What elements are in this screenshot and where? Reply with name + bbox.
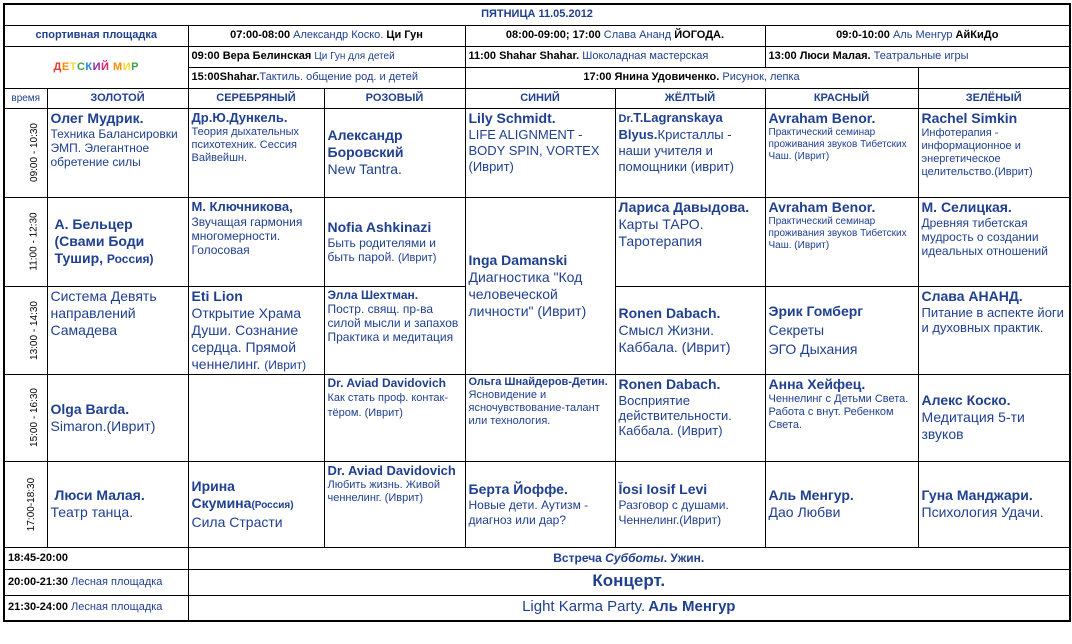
session-rose-4: Dr. Aviad Davidovich Как стать проф. контак-тёром. (Иврит) — [324, 374, 465, 461]
column-header-silver: СЕРЕБРЯНЫЙ — [188, 88, 324, 108]
session-gold-5: Люси Малая. Театр танца. — [47, 461, 188, 547]
sport-slot-3: 09:0-10:00 Аль Менгур АйКиДо — [765, 25, 1070, 46]
session-green-2: М. Селицкая. Древняя тибетская мудрость о создании идеальных отношений — [918, 197, 1070, 286]
sport-area-label: спортивная площадка — [4, 25, 188, 46]
session-silver-1: Др.Ю.Дункель. Теория дыхательных психотехник. Сессия Вайвейшн. — [188, 108, 324, 197]
session-yellow-2: Лариса Давыдова. Карты ТАРО. Таротерапия — [615, 197, 765, 286]
kids-slot-3: 13:00 Люси Малая. Театральные игры — [765, 46, 1070, 67]
session-yellow-4: Ronen Dabach. Восприятие действительности. Каббала. (Иврит) — [615, 374, 765, 461]
session-gold-4: Olga Barda. Simaron.(Иврит) — [47, 374, 188, 461]
session-silver-5: Ирина Скумина(Россия) Сила Страсти — [188, 461, 324, 547]
sport-slot-2: 08:00-09:00; 17:00 Слава Ананд ЙОГОДА. — [465, 25, 765, 46]
column-header-red: КРАСНЫЙ — [765, 88, 918, 108]
session-yellow-5: Ĭosi Iosif Levi Разговор с душами. Ченнелинг.(Иврит) — [615, 461, 765, 547]
session-yellow-3: Ronen Dabach. Смысл Жизни. Каббала. (Иврит) — [615, 286, 765, 374]
time-slot-5: 17:00-18:30 — [4, 461, 47, 547]
kids-slot-2: 11:00 Shahar Shahar. Шоколадная мастерская — [465, 46, 765, 67]
kids-slot-5: 17:00 Янина Удовиченко. Рисунок, лепка — [465, 67, 918, 88]
evening-slot-2-time: 20:00-21:30 Лесная площадка — [4, 569, 188, 595]
column-header-rose: РОЗОВЫЙ — [324, 88, 465, 108]
session-red-1: Avraham Benor. Практический семинар проживания звуков Тибетских Чаш. (Иврит) — [765, 108, 918, 197]
session-gold-2: А. Бельцер (Свами Боди Тушир, Россия) — [47, 197, 188, 286]
session-green-4: Алекс Коско. Медитация 5-ти звуков — [918, 374, 1070, 461]
kids-slot-empty — [918, 67, 1070, 88]
column-header-green: ЗЕЛЁНЫЙ — [918, 88, 1070, 108]
column-header-blue: СИНИЙ — [465, 88, 615, 108]
session-red-4: Анна Хейфец. Ченнелинг с Детьми Света. Работа с внут. Ребенком Света. — [765, 374, 918, 461]
kids-slot-4: 15:00Shahar.Тактиль. общение род. и детей — [188, 67, 465, 88]
session-red-3: Эрик Гомберг Секреты ЭГО Дыхания — [765, 286, 918, 374]
column-header-gold: ЗОЛОТОЙ — [47, 88, 188, 108]
session-red-5: Аль Менгур. Дао Любви — [765, 461, 918, 547]
session-blue-4: Ольга Шнайдеров-Детин. Ясновидение и ясночувствование-талант или технология. — [465, 374, 615, 461]
session-blue-5: Берта Йоффе. Новые дети. Аутизм - диагноз или дар? — [465, 461, 615, 547]
session-green-1: Rachel Simkin Инфотерапия - информационное и энергетическое целительство.(Иврит) — [918, 108, 1070, 197]
kids-world-logo — [4, 46, 188, 88]
session-yellow-1: Dr.T.Lagranskaya Blyus.Кристаллы - наши учителя и помощники (иврит) — [615, 108, 765, 197]
session-rose-1: Александр Боровский New Tantra. — [324, 108, 465, 197]
session-silver-3: Eti Lion Открытие Храма Души. Сознание сердца. Прямой ченнелинг. (Иврит) — [188, 286, 324, 374]
session-rose-5: Dr. Aviad Davidovich Любить жизнь. Живой ченнелинг. (Иврит) — [324, 461, 465, 547]
kids-world-logo-text: ДЕТСКИЙ МИР — [53, 60, 139, 73]
column-header-yellow: ЖЁЛТЫЙ — [615, 88, 765, 108]
time-slot-2: 11:00 - 12:30 — [4, 197, 47, 286]
session-blue-2: Inga Damanski Диагностика "Код человеческой личности" (Иврит) — [465, 197, 615, 374]
session-silver-2: М. Ключникова, Звучащая гармония многомерности. Голосовая — [188, 197, 324, 286]
session-red-2: Avraham Benor. Практический семинар проживания звуков Тибетских Чаш. (Иврит) — [765, 197, 918, 286]
time-slot-1: 09:00 - 10:30 — [4, 108, 47, 197]
sport-slot-1: 07:00-08:00 Александр Коско. Ци Гун — [188, 25, 465, 46]
page-title: ПЯТНИЦА 11.05.2012 — [4, 4, 1070, 25]
session-rose-3: Элла Шехтман. Постр. свящ. пр-ва силой мысли и запахов Практика и медитация — [324, 286, 465, 374]
session-rose-2: Nofia Ashkinazi Быть родителями и быть парой. (Иврит) — [324, 197, 465, 286]
session-green-5: Гуна Манджари. Психология Удачи. — [918, 461, 1070, 547]
session-green-3: Слава АНАНД. Питание в аспекте йоги и духовных практик. — [918, 286, 1070, 374]
evening-slot-1: Встреча Субботы. Ужин. — [188, 547, 1070, 569]
session-gold-1: Олег Мудрик. Техника Балансировки ЭМП. Элегантное обретение силы — [47, 108, 188, 197]
evening-slot-2: Концерт. — [188, 569, 1070, 595]
session-gold-3: Система Девять направлений Самадева — [47, 286, 188, 374]
session-silver-4 — [188, 374, 324, 461]
evening-slot-3: Light Karma Party. Аль Менгур — [188, 595, 1070, 621]
evening-slot-1-time: 18:45-20:00 — [4, 547, 188, 569]
kids-slot-1: 09:00 Вера Белинская Ци Гун для детей — [188, 46, 465, 67]
session-blue-1: Lily Schmidt. LIFE ALIGNMENT - BODY SPIN, VORTEX (Иврит) — [465, 108, 615, 197]
time-slot-3: 13:00 - 14:30 — [4, 286, 47, 374]
evening-slot-3-time: 21:30-24:00 Лесная площадка — [4, 595, 188, 621]
schedule-table — [3, 3, 1071, 622]
time-slot-4: 15:00 - 16:30 — [4, 374, 47, 461]
column-header-time: время — [4, 88, 47, 108]
